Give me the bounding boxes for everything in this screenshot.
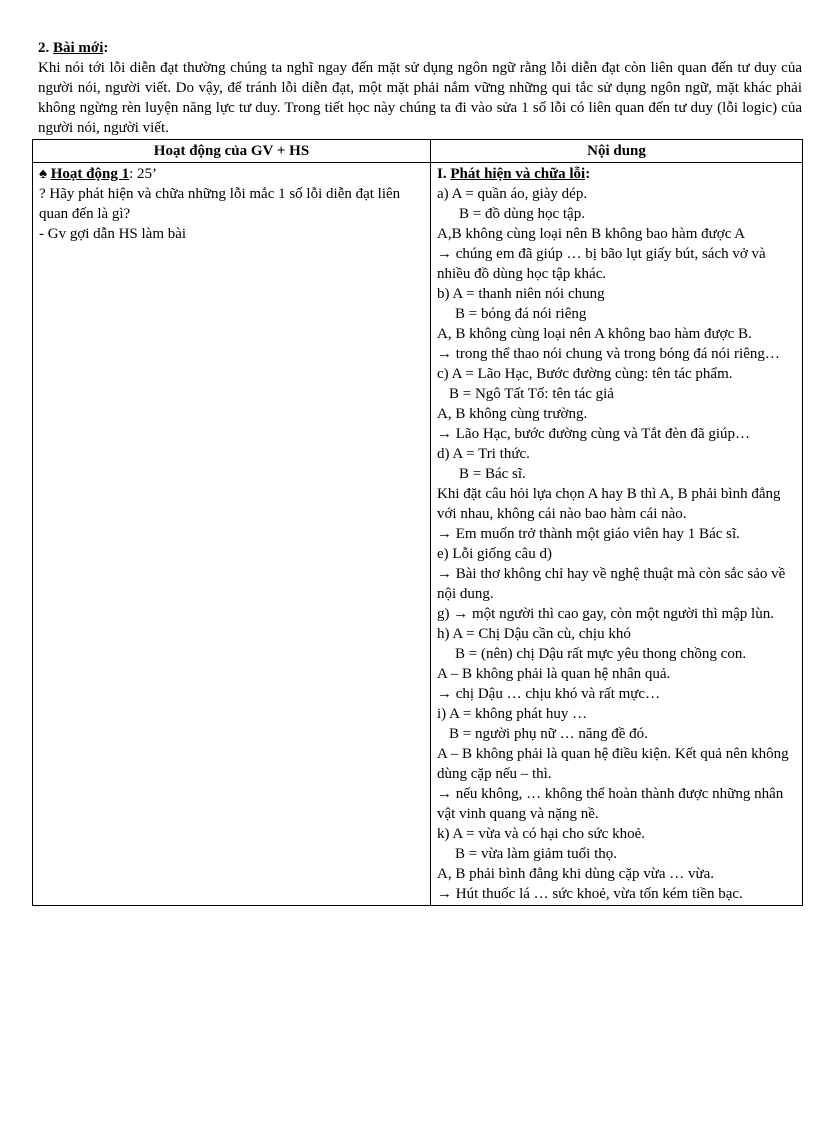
- content-line: b) A = thanh niên nói chung: [437, 286, 605, 302]
- content-line: → trong thể thao nói chung và trong bóng đá nói riêng…: [437, 346, 780, 362]
- activity-guide: - Gv gợi dẫn HS làm bài: [39, 226, 187, 242]
- lesson-table: [32, 139, 803, 906]
- content-line: g) → một người thì cao gay, còn một người thì mập lùn.: [437, 606, 774, 622]
- activity-time: : 25’: [129, 166, 157, 182]
- content-line: c) A = Lão Hạc, Bước đường cùng: tên tác phẩm.: [437, 366, 733, 382]
- heading-number: 2.: [38, 40, 53, 56]
- content-cell: [431, 163, 803, 906]
- section-heading: [38, 38, 802, 58]
- content-line: B = Bác sĩ.: [459, 466, 526, 482]
- activity-heading: [39, 164, 424, 184]
- heading-title: Bài mới: [53, 40, 104, 56]
- content-line: e) Lỗi giống câu d): [437, 546, 552, 562]
- content-line: → nếu không, … không thể hoàn thành được những nhân vật vinh quang và nặng nề.: [437, 786, 784, 822]
- content-line: B = vừa làm giảm tuổi thọ.: [455, 846, 617, 862]
- section-title: Phát hiện và chữa lỗi: [450, 166, 586, 182]
- header-activities: Hoạt động của GV + HS: [33, 140, 431, 163]
- content-line: a) A = quần áo, giày dép.: [437, 186, 588, 202]
- content-line: A – B không phải là quan hệ điều kiện. Kết quả nên không dùng cặp nếu – thì.: [437, 746, 789, 782]
- section-prefix: I.: [437, 166, 451, 182]
- content-line: h) A = Chị Dậu cần cù, chịu khó: [437, 626, 631, 642]
- content-line: i) A = không phát huy …: [437, 706, 588, 722]
- content-line: → Em muốn trở thành một giáo viên hay 1 Bác sĩ.: [437, 526, 740, 542]
- content-line: k) A = vừa và có hại cho sức khoẻ.: [437, 826, 646, 842]
- content-line: → Lão Hạc, bước đường cùng và Tắt đèn đã giúp…: [437, 426, 751, 442]
- content-line: B = bóng đá nói riêng: [455, 306, 587, 322]
- activities-cell: [33, 163, 431, 906]
- activity-question: ? Hãy phát hiện và chữa những lỗi mắc 1 số lỗi diễn đạt liên quan đến là gì?: [39, 186, 401, 222]
- content-line: → Bài thơ không chỉ hay về nghệ thuật mà còn sắc sảo về nội dung.: [437, 566, 786, 602]
- content-line: d) A = Tri thức.: [437, 446, 530, 462]
- table-row: [33, 163, 803, 906]
- page-content: [38, 38, 802, 138]
- content-line: B = người phụ nữ … năng đề đó.: [449, 726, 648, 742]
- spade-icon: ♠: [39, 166, 47, 182]
- table-header-row: [33, 140, 803, 163]
- content-line: → chị Dậu … chịu khó và rất mực…: [437, 686, 661, 702]
- content-line: Khi đặt câu hỏi lựa chọn A hay B thì A, B phải bình đẳng với nhau, không cái nào bao hàm cái nào.: [437, 486, 781, 522]
- content-section-title: [437, 164, 796, 184]
- content-line: A, B không cùng trường.: [437, 406, 588, 422]
- content-line: A, B không cùng loại nên A không bao hàm được B.: [437, 326, 752, 342]
- content-line: B = Ngô Tất Tố: tên tác giả: [449, 386, 614, 402]
- content-line: A,B không cùng loại nên B không bao hàm được A: [437, 226, 746, 242]
- content-line: B = (nên) chị Dậu rất mực yêu thong chồng con.: [455, 646, 747, 662]
- section-colon: :: [585, 166, 591, 182]
- heading-colon: :: [103, 40, 109, 56]
- content-line: B = đồ dùng học tập.: [459, 206, 585, 222]
- content-line: → Hút thuốc lá … sức khoẻ, vừa tốn kém tiền bạc.: [437, 886, 743, 902]
- intro-paragraph: Khi nói tới lỗi diễn đạt thường chúng ta nghĩ ngay đến mặt sử dụng ngôn ngữ rằng lỗi diễn đạt còn liên quan đến tư duy của người nói, người viết. Do vậy, để tránh lỗi diễn đạt, một mặt phải nắm vững những qui tắc sử dụng ngôn ngữ, mặt khác phải không ngừng rèn luyện năng lực tư duy. Trong tiết học này chúng ta đi vào sửa 1 số lỗi có liên quan đến tư duy (lỗi logic) của người nói, người viết.: [38, 60, 802, 136]
- content-line: A, B phải bình đẳng khi dùng cặp vừa … vừa.: [437, 866, 715, 882]
- activity-title: Hoạt động 1: [50, 166, 130, 182]
- content-line: A – B không phải là quan hệ nhân quả.: [437, 666, 671, 682]
- content-line: → chúng em đã giúp … bị bão lụt giấy bút, sách vở và nhiều đồ dùng học tập khác.: [437, 246, 766, 282]
- header-content: Nội dung: [431, 140, 803, 163]
